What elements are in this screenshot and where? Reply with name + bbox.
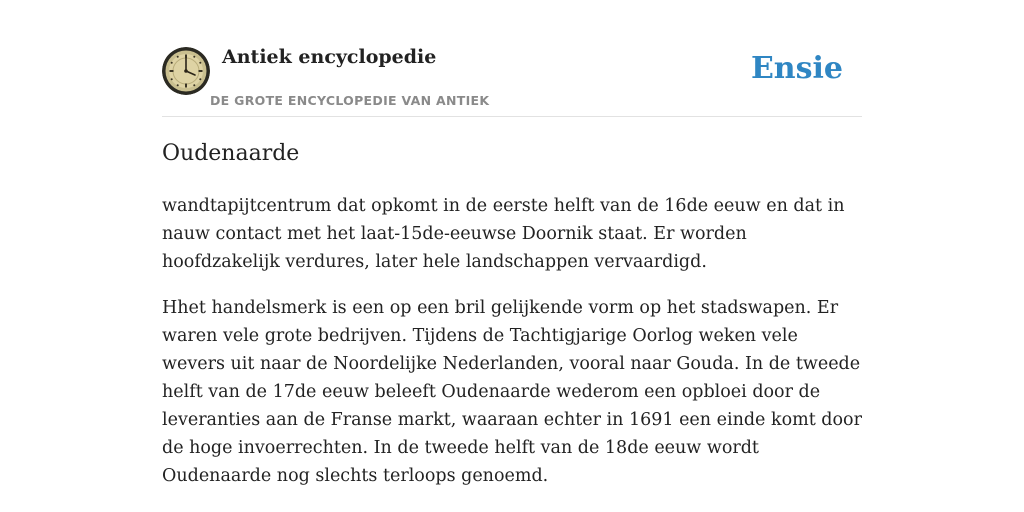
article-title: Oudenaarde xyxy=(162,141,300,166)
site-title[interactable]: Antiek encyclopedie xyxy=(222,46,437,68)
article-paragraph-2: Hhet handelsmerk is een op een bril gelijkende vorm op het stadswapen. Er waren vele grote bedrijven. Tijdens de Tachtigjarige Oorlog weken vele wevers uit naar de Noordelijke Nederlanden, vooral naar Gouda. In de tweede helft van de 17de eeuw beleeft Oudenaarde wederom een opbloei door de leveranties aan de Franse markt, waaraan echter in 1691 een einde komt door de hoge invoerrechten. In de tweede helft van de 18de eeuw wordt Oudenaarde nog slechts terloops genoemd. xyxy=(162,298,862,486)
article-paragraph-1: wandtapijtcentrum dat opkomt in de eerste helft van de 16de eeuw en dat in nauw contact met het laat-15de-eeuwse Doornik staat. Er worden hoofdzakelijk verdures, later hele landschappen vervaardigd. xyxy=(162,196,845,272)
antique-clock-icon[interactable] xyxy=(162,47,210,95)
site-header xyxy=(162,40,862,117)
ensie-brand-link[interactable]: Ensie xyxy=(750,51,843,86)
site-subtitle: DE GROTE ENCYCLOPEDIE VAN ANTIEK xyxy=(210,93,490,108)
article xyxy=(162,138,862,508)
